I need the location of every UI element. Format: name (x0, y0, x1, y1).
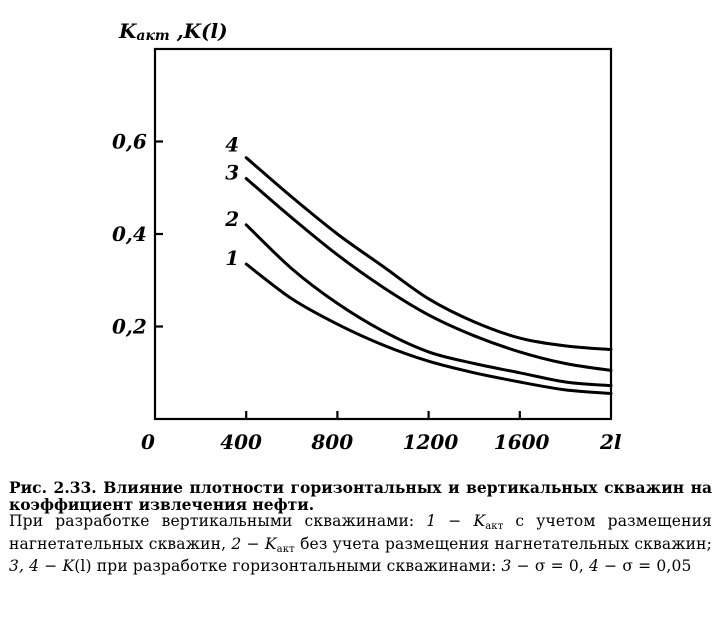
y-axis-label-rest: ,K(l) (169, 19, 228, 43)
series-line-1 (246, 264, 611, 394)
caption-text-2: с учетом размещения нагнетательных скважин, (9, 512, 712, 553)
plot-frame (155, 49, 611, 419)
caption-text-1: При разработке вертикальными скважинами: (9, 512, 427, 530)
caption-k-l-arg: (l) (74, 557, 92, 575)
caption-k-2-sub: акт (276, 543, 295, 555)
x-tick-label-800: 800 (311, 430, 354, 454)
caption-sigma-4: − σ = 0,05 (599, 557, 692, 575)
caption-k-1-sub: акт (485, 521, 504, 532)
curve-label-4: 4 (225, 132, 240, 157)
caption-curves-3-4: 3, 4 (9, 557, 40, 575)
caption-k-1: K (473, 512, 486, 530)
y-tick-label-0,4: 0,4 (112, 222, 147, 246)
caption-curve-2: 2 (231, 534, 242, 553)
curve-label-1: 1 (225, 246, 240, 271)
caption-title: Рис. 2.33. Влияние плотности горизонтальных и вертикальных скважин на коэффициент извлечения нефти. (9, 478, 712, 514)
y-tick-label-0,2: 0,2 (112, 314, 147, 339)
y-axis-label-k: K (119, 19, 137, 43)
caption-curve-1: 1 (426, 512, 437, 530)
caption-k-2: K (264, 534, 277, 553)
curve-label-2: 2 (225, 206, 240, 231)
caption-curve-3: 3 (501, 557, 512, 575)
curve-label-3: 3 (225, 160, 240, 185)
caption-dash-3: − (39, 557, 63, 575)
caption-dash-2: − (241, 534, 265, 553)
figure-caption (9, 480, 712, 575)
y-axis-label (118, 19, 228, 44)
curve-labels (224, 133, 239, 270)
x-tick-label-1600: 1600 (493, 430, 550, 454)
caption-text-3: без учета размещения нагнетательных скважин; (294, 534, 712, 553)
caption-dash-1: − (436, 512, 474, 530)
caption-curve-4: 4 (589, 557, 600, 575)
y-tick-label-0,6: 0,6 (112, 129, 147, 154)
caption-k-l: K (62, 557, 75, 575)
axis-ticks (155, 142, 520, 420)
x-tick-label-2l: 2l (600, 430, 622, 454)
caption-text-4: при разработке горизонтальными скважинами: (91, 557, 502, 575)
caption-body (9, 513, 712, 575)
x-tick-label-1200: 1200 (402, 430, 459, 454)
caption-sigma-3: − σ = 0, (511, 557, 590, 575)
series-line-4 (246, 158, 611, 350)
tick-labels (112, 130, 622, 455)
x-tick-label-400: 400 (220, 430, 262, 454)
y-axis-label-sub: акт (136, 28, 170, 44)
x-tick-label-0: 0 (141, 430, 155, 454)
svg-text:Kакт ,K(l) (118, 19, 228, 44)
series-lines (246, 158, 611, 394)
